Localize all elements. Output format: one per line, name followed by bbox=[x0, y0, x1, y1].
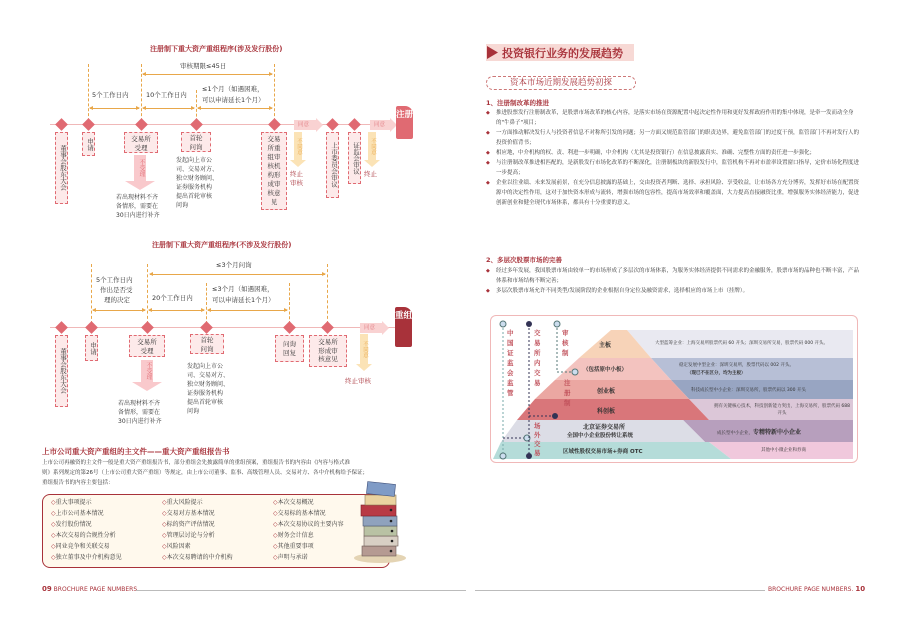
stop-label: 审核 bbox=[290, 179, 303, 187]
span-arrow bbox=[150, 274, 325, 275]
footer-text: BROCHURE PAGE NUMBERS bbox=[53, 586, 138, 593]
contents-item: ◇ 声明与承诺 bbox=[273, 553, 384, 563]
disagree-arrow: 不同意 bbox=[360, 334, 368, 364]
contents-item: ◇ 本次交易协议的主要内容 bbox=[273, 520, 384, 530]
contents-item: ◇ 上市公司基本情况 bbox=[51, 509, 162, 519]
restructure-tag: 重组 bbox=[395, 307, 412, 347]
contents-item: ◇ 其他重要事项 bbox=[273, 542, 384, 552]
contents-item: ◇ 管理层讨论与分析 bbox=[162, 531, 273, 541]
inquiry-note: 发起向上市公 bbox=[187, 363, 224, 370]
stop-label: 终止 bbox=[290, 170, 303, 178]
span-label: 作出是否受 bbox=[100, 286, 133, 294]
step-marker bbox=[190, 118, 203, 131]
tier-name: （包括原中小板） bbox=[583, 367, 628, 373]
tier-desc: 拥有关键核心技术，科技创新能力突出，上海交易所，股票代码 688 开头 bbox=[713, 404, 851, 416]
inquiry-note: 提出首轮审核 bbox=[176, 193, 213, 200]
tier-desc: 大型蓝筹企业：上海交易所股票代码 60 开头；深圳交易所交易，股票代码 000 开头。 bbox=[655, 341, 829, 346]
agree-arrow: 同意 bbox=[370, 120, 390, 130]
tier-desc bbox=[717, 427, 801, 436]
report-paragraph: 则》系列规定的第26号（上市公司重大资产重组）等规定，由上市公司董事、监事、高级管理人员、交易对方、各中介机构给予保证； bbox=[42, 470, 369, 476]
span-label: 审核期限≤45日 bbox=[180, 62, 227, 70]
contents-item: ◇ 本次交易的合规性分析 bbox=[51, 531, 162, 541]
tier-desc: 科技成长型中小企业：深圳交易所，股票代码以 300 开头 bbox=[691, 388, 806, 393]
step-inquiry bbox=[181, 132, 211, 152]
span-label: 10个工作日内 bbox=[146, 91, 187, 99]
guide-line bbox=[274, 64, 275, 126]
contents-item: ◇ 同业竞争和关联交易 bbox=[51, 542, 162, 552]
guide-line bbox=[327, 264, 328, 324]
bullet-item: ◆ 多层次股票市场允许不同类型/发展阶段的企业根据自身定位及融资需求，选择相应的市场上市（挂牌）。 bbox=[486, 286, 860, 296]
disagree-arrow: 不同意 bbox=[368, 132, 376, 160]
step-opinion: 交易所重组审核机构形成审核意见 bbox=[261, 132, 287, 210]
binder bbox=[365, 495, 396, 505]
inquiry-note: 独立财务顾问、 bbox=[187, 381, 230, 388]
step-reply-line: 回复 bbox=[283, 348, 296, 357]
inquiry-note: 司、交易对方、 bbox=[187, 372, 230, 379]
step-opinion-line: 交易所 bbox=[318, 338, 338, 346]
inquiry-note: 司、交易对方、 bbox=[176, 166, 219, 173]
agree-arrow: 同意 bbox=[360, 323, 382, 333]
step-marker bbox=[141, 321, 154, 334]
reject-arrow: 不受理 bbox=[141, 360, 153, 382]
contents-item: ◇ 重大事项提示 bbox=[51, 498, 162, 508]
footer-divider bbox=[475, 590, 765, 591]
step-marker bbox=[348, 118, 361, 131]
span-label: ≤3个月（如遇困难， bbox=[212, 285, 274, 293]
contents-item: ◇ 交易对方基本情况 bbox=[162, 509, 273, 519]
tier-name: 科创板 bbox=[597, 408, 616, 415]
market-pyramid bbox=[490, 315, 858, 463]
reject-note: 备情形，需要在 bbox=[116, 203, 159, 210]
span-label: 理的决定 bbox=[104, 296, 130, 304]
report-contents-box bbox=[42, 494, 390, 568]
contents-item: ◇ 独立董事及中介机构意见 bbox=[51, 553, 162, 563]
agree-arrow: 同意 bbox=[294, 120, 316, 130]
span-arrow bbox=[143, 74, 272, 75]
step-receive-line: 受理 bbox=[140, 346, 154, 355]
stop-label: 终止审核 bbox=[345, 377, 371, 385]
subtitle-pill: 资本市场近期发展趋势初探 bbox=[486, 76, 636, 90]
bullet-item: ◆ 与注册制改革推进相匹配的，是新股发行市场化改革的不断深化，注册制板块的新股发行中，监管机构不再对市盈率设置窗口指导，定价市场化程度进一步提高； bbox=[486, 158, 860, 178]
side-label-exchange: 交易所内交易 bbox=[534, 329, 541, 387]
section-title: 投资银行业务的发展趋势 bbox=[502, 47, 623, 60]
step-receive bbox=[129, 335, 165, 357]
step-marker bbox=[268, 118, 281, 131]
step-marker bbox=[55, 118, 68, 131]
span-arrow bbox=[143, 108, 194, 109]
page-number: 09 bbox=[42, 585, 52, 593]
span-arrow bbox=[93, 310, 145, 311]
span-label: ≤3个月问询 bbox=[216, 261, 252, 269]
tier-name: 北京证券交易所 bbox=[583, 424, 626, 431]
span-label: 20个工作日内 bbox=[152, 294, 193, 302]
contents-item: ◇ 风险因素 bbox=[162, 542, 273, 552]
heading-2: 2、多层次股票市场的完善 bbox=[486, 256, 563, 264]
inquiry-note: 证券服务机构 bbox=[187, 390, 224, 397]
span-arrow bbox=[208, 310, 287, 311]
step-inquiry-line: 首轮 bbox=[200, 336, 214, 344]
span-label: 5个工作日内 bbox=[92, 91, 129, 99]
step-reply bbox=[275, 335, 304, 362]
play-triangle-icon bbox=[486, 45, 500, 60]
step-receive-line: 交易所 bbox=[137, 338, 157, 346]
step-marker bbox=[55, 321, 68, 334]
step-inquiry bbox=[190, 334, 224, 354]
guide-line bbox=[289, 283, 290, 324]
step-marker bbox=[326, 118, 339, 131]
step-marker bbox=[321, 321, 334, 334]
inquiry-note: 问询 bbox=[187, 408, 200, 415]
footer-text: BROCHURE PAGE NUMBERS. bbox=[768, 586, 854, 593]
step-inquiry-line: 问询 bbox=[189, 142, 203, 151]
page-number: 10 bbox=[855, 585, 866, 593]
heading-1: 1、注册制改革的推进 bbox=[486, 99, 550, 107]
step-opinion bbox=[309, 335, 347, 367]
reject-note: 备情形，需要在 bbox=[118, 409, 161, 416]
footer-divider bbox=[136, 590, 466, 591]
page-footer-left bbox=[42, 585, 137, 593]
step-board: 董事会股东大会 bbox=[55, 335, 68, 407]
stop-label: 终止 bbox=[364, 170, 377, 178]
step-apply: 申请 bbox=[85, 335, 98, 361]
step-inquiry-line: 首轮 bbox=[189, 134, 203, 142]
side-label-otc: 场外交易 bbox=[534, 422, 541, 457]
tier-name: 创业板 bbox=[597, 388, 616, 395]
contents-item: ◇ 重大风险提示 bbox=[162, 498, 273, 508]
bullet-item: ◆ 相应地，中介机构的权、责、利进一步明确，中介机构（尤其是投资银行）在信息披露真实、准确、完整性方面的责任进一步强化； bbox=[486, 148, 860, 158]
flow1-title: 注册制下重大资产重组程序(涉及发行股份) bbox=[150, 45, 283, 53]
tier-name: 全国中小企业股份转让系统 bbox=[567, 433, 634, 439]
register-tag: 注册 bbox=[396, 106, 413, 139]
contents-item: ◇ 本次交易概况 bbox=[273, 498, 384, 508]
timeline bbox=[50, 327, 395, 328]
side-label-review: 审核制 bbox=[562, 329, 569, 357]
step-receive-line: 交易所 bbox=[131, 135, 151, 143]
reject-note: 若出现材料不齐 bbox=[118, 400, 161, 407]
step-marker bbox=[283, 321, 296, 334]
contents-item: ◇ 发行股份情况 bbox=[51, 520, 162, 530]
side-label-csrc: 中国证监会监管 bbox=[507, 329, 514, 397]
step-marker bbox=[85, 321, 98, 334]
report-paragraph: 上市公司再融资的主文件一般是重大资产重组报告书，部分重组会先披露简单的重组预案，重组报告书的内容由《内容与格式准 bbox=[42, 460, 351, 466]
binders-illustration bbox=[352, 478, 412, 566]
side-label-register: 注册制 bbox=[564, 379, 571, 407]
contents-item: ◇ 本次交易聘请的中介机构 bbox=[162, 553, 273, 563]
inquiry-note: 证券服务机构 bbox=[176, 184, 213, 191]
step-receive-line: 受理 bbox=[134, 143, 148, 152]
tier-desc-text: 成长型中小企业， bbox=[717, 431, 753, 436]
contents-item: ◇ 标的资产评估情况 bbox=[162, 520, 273, 530]
step-board: 董事会股东大会 bbox=[55, 132, 68, 204]
tier-desc: （现已不在区分，均为主板） bbox=[687, 371, 746, 376]
step-opinion-line: 核意见 bbox=[318, 355, 338, 363]
step-marker bbox=[82, 118, 95, 131]
section-title-bar bbox=[486, 44, 634, 61]
inquiry-note: 独立财务顾问、 bbox=[176, 175, 219, 182]
inquiry-note: 问询 bbox=[176, 202, 189, 209]
span-arrow bbox=[198, 108, 272, 109]
tier-name: 区域性股权交易市场+券商 OTC bbox=[563, 449, 643, 455]
binder bbox=[366, 482, 395, 497]
span-label: 5个工作日内 bbox=[96, 276, 133, 284]
reject-note: 30日内进行补齐 bbox=[118, 418, 162, 425]
span-label: ≤1个月（如遇困难， bbox=[202, 85, 264, 93]
step-inquiry-line: 问询 bbox=[200, 344, 214, 353]
reject-arrow: 不受理 bbox=[134, 155, 146, 181]
bullet-item: ◆ 推进股票发行注册制改革，是股票市场改革的核心内容，是落实市场在资源配置中起决定性作用和更好发挥政府作用的集中体现，是牵一发而动全身的"牛鼻子"项目； bbox=[486, 108, 860, 128]
reject-note: 若出现材料不齐 bbox=[116, 194, 159, 201]
bullet-item: ◆ 企业以往业绩、未来发展前景，在充分信息披露的基础上，交由投资者判断、选择、承担风险、享受收益，让市场各方充分博弈，发挥好市场在配置资源中的决定性作用，这对于加快资本形成与流转，增强市场的包容性，提高市场效率和覆盖面，大力提高直接融资比重，增强服务实体经济能力，促进创新创业和健全现代市场体系，都具有十分重要的意义。 bbox=[486, 178, 860, 208]
guide-line bbox=[88, 64, 89, 126]
tier-name: 主板 bbox=[599, 342, 612, 349]
bullet-list-2 bbox=[486, 266, 860, 296]
report-paragraph: 重组报告书的内容主要包括： bbox=[42, 480, 114, 486]
step-marker bbox=[200, 321, 213, 334]
contents-item: ◇ 交易标的基本情况 bbox=[273, 509, 384, 519]
step-reply-line: 问询 bbox=[283, 340, 296, 348]
page-footer-right bbox=[768, 585, 865, 593]
flow2-title: 注册制下重大资产重组程序(不涉及发行股份) bbox=[152, 241, 292, 249]
tier-desc-bold: 专精特新中小企业 bbox=[753, 429, 802, 436]
tier-desc: 其他中小微企业和券商 bbox=[761, 448, 806, 453]
span-arrow bbox=[149, 310, 204, 311]
report-heading: 上市公司重大资产重组的主文件——重大资产重组报告书 bbox=[42, 447, 230, 456]
step-committee: 上市委员会审议 bbox=[326, 132, 339, 198]
bullet-item: ◆ 经过多年发展，我国股票市场由较单一的市场形成了多层次的市场体系，为服务实体经济提供不同需求的金融服务，股票市场的品种也不断丰富，产品体系和市场结构不断完善； bbox=[486, 266, 860, 286]
bullet-list-1 bbox=[486, 108, 860, 208]
guide-line bbox=[147, 264, 148, 324]
step-csrc: 证监会审议 bbox=[348, 132, 361, 184]
reject-note: 30日内进行补齐 bbox=[116, 212, 160, 219]
guide-line bbox=[206, 283, 207, 324]
span-arrow bbox=[90, 108, 139, 109]
span-label: 可以申请延长1个月） bbox=[202, 96, 265, 104]
span-label: 可以申请延长1个月） bbox=[212, 296, 275, 304]
tier-desc: 稳定发展中型企业：深圳交易所，股票代码以 002 开头。 bbox=[679, 363, 794, 368]
report-contents-list bbox=[51, 498, 384, 563]
step-opinion-line: 形成审 bbox=[318, 346, 338, 355]
step-marker bbox=[135, 118, 148, 131]
contents-item: ◇ 财务会计信息 bbox=[273, 531, 384, 541]
guide-line bbox=[91, 264, 92, 324]
disagree-arrow: 不同意 bbox=[294, 132, 302, 160]
step-apply: 申请 bbox=[82, 132, 95, 156]
bullet-item: ◆ 一方面推动解决发行人与投资者信息不对称所引发的问题；另一方面又规范监管部门的职责边界，避免监管部门的过度干预，监管部门不再对发行人的投资价值背书； bbox=[486, 128, 860, 148]
inquiry-note: 发起向上市公 bbox=[176, 157, 213, 164]
inquiry-note: 提出首轮审核 bbox=[187, 399, 224, 406]
step-receive bbox=[124, 132, 158, 153]
